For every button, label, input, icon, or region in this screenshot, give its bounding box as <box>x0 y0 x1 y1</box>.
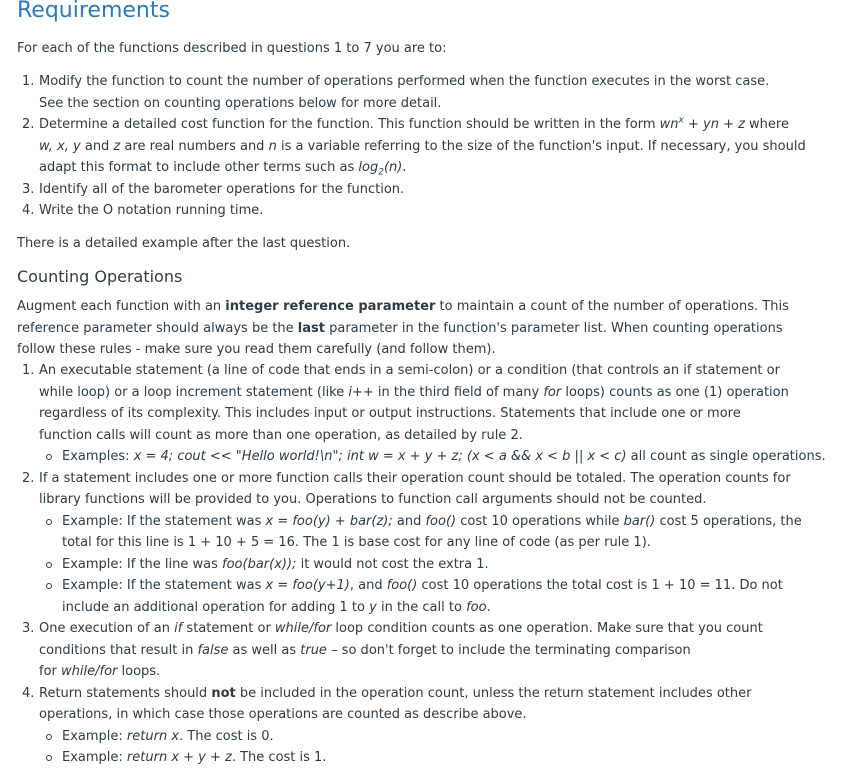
rule-1: 1. An executable statement (a line of code that ends in a semi-colon) or a condition (that controls an if statement or while loop) or a loop increment statement (like i++ in the third field of many for loops) counts as one (1) operation regardless of its complexity. This includes input or output instructions. Statements that include one or more function calls will count as more than one operation, as detailed by rule 2. <box>22 363 789 443</box>
requirement-2: 2. Determine a detailed cost function for the function. This function should be written in the form $wn^x$ + yn + z where w, x, y and z are real numbers and n is a variable referring to the size of the function's input. If necessary, you should adapt this format to include other terms such as $\log_2(n)$. <box>22 115 806 178</box>
section-title-counting-operations: Counting Operations <box>17 267 183 286</box>
rule-1-examples <box>17 446 837 468</box>
requirement-4: 4. Write the O notation running time. <box>22 203 264 218</box>
rule-2: 2. If a statement includes one or more function calls their operation count should be totaled. The operation counts for library functions will be provided to you. Operations to function call arguments should not be counted. <box>22 470 791 507</box>
rule-4: 4. Return statements should not be included in the operation count, unless the return statement includes other operations, in which case those operations are counted as describe above. <box>22 685 752 722</box>
rule-4-example-2: Example: return x + y + z. The cost is 1. <box>17 747 837 769</box>
rule-4-example-1: Example: return x. The cost is 0. <box>17 726 837 748</box>
intro-text: For each of the functions described in questions 1 to 7 you are to: <box>17 41 447 56</box>
page-title: Requirements <box>17 0 170 23</box>
requirements-list <box>17 71 837 222</box>
rule-2-example-1: Example: If the statement was x = foo(y) + bar(z); and foo() cost 10 operations while bar() cost 5 operations, the total for this line is 1 + 10 + 5 = 16. The 1 is base cost for any line of code (as per rule 1). <box>17 511 837 554</box>
rule-1-example: Examples: x = 4; cout << "Hello world!\n"; int w = x + y + z; (x < a && x < b || x < c) all count as single operations. <box>17 446 837 468</box>
rules-list <box>17 360 837 769</box>
requirement-1: 1. Modify the function to count the number of operations performed when the function executes in the worst case. See the section on counting operations below for more detail. <box>22 74 770 111</box>
rule-2-example-2: Example: If the line was foo(bar(x)); it would not cost the extra 1. <box>17 554 837 576</box>
rule-2-examples <box>17 511 837 619</box>
rule-3: 3. One execution of an if statement or while/for loop condition counts as one operation. Make sure that you count conditions that result in false as well as true – so don't forget to include the terminating comparison for while/for loops. <box>22 621 763 679</box>
augment-paragraph: Augment each function with an integer reference parameter to maintain a count of the number of operations. This reference parameter should always be the last parameter in the function's parameter list. When counting operations follow these rules - make sure you read them carefully (and follow them). <box>17 299 789 357</box>
rule-4-examples <box>17 726 837 769</box>
rule-2-example-3: Example: If the statement was x = foo(y+1), and foo() cost 10 operations the total cost is 1 + 10 = 11. Do not include an additional operation for adding 1 to y in the call to foo. <box>17 575 837 618</box>
after-note: There is a detailed example after the last question. <box>17 236 351 251</box>
requirement-3: 3. Identify all of the barometer operations for the function. <box>22 181 405 197</box>
